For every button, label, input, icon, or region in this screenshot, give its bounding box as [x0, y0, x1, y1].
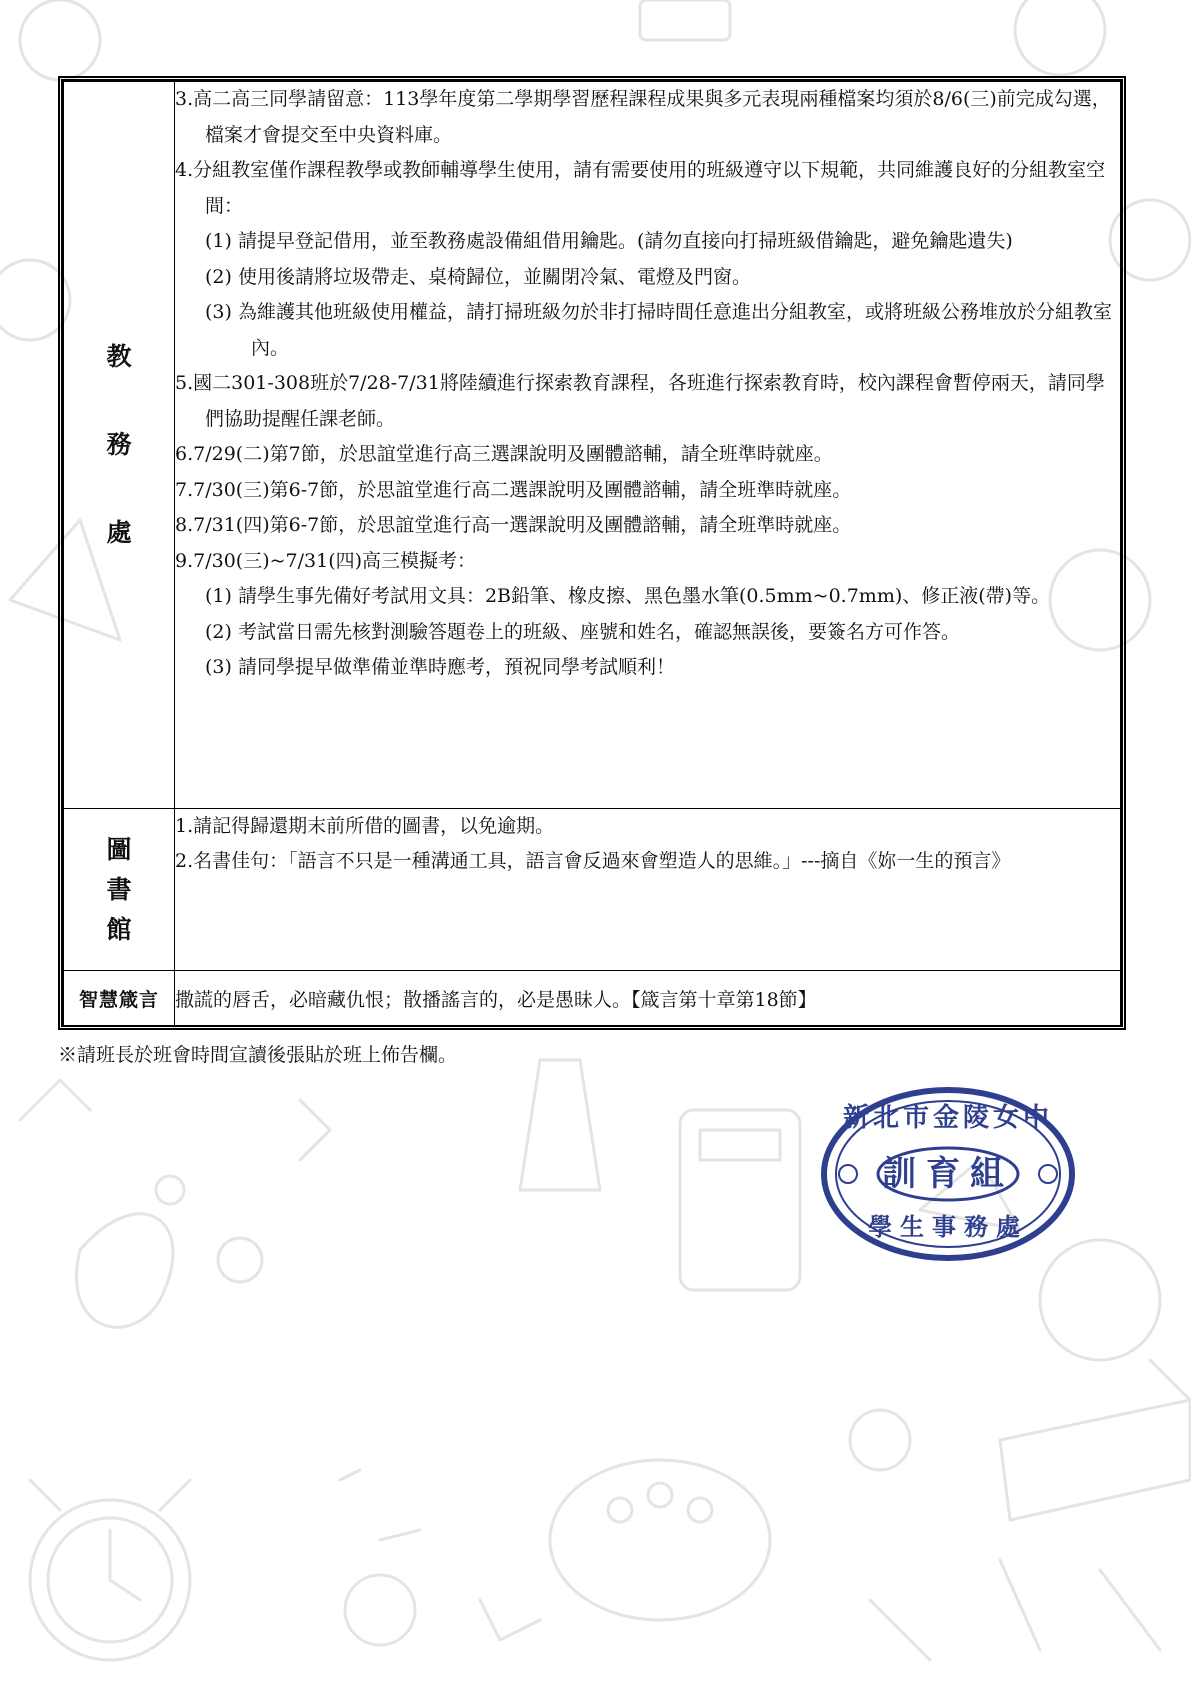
academic-affairs-label-cell — [64, 82, 175, 809]
announcement-table — [58, 76, 1126, 1030]
library-item: 2.名書佳句：「語言不只是一種溝通工具，語言會反過來會塑造人的思維。」---摘自《妳一生的預言》 — [175, 850, 1011, 872]
academic-affairs-label-char: 處 — [106, 518, 132, 547]
library-item: 1.請記得歸還期末前所借的圖書，以免逾期。 — [175, 815, 555, 837]
notice-item: 7.7/30(三)第6-7節，於思誼堂進行高二選課說明及團體諮輔，請全班準時就座。 — [175, 478, 852, 501]
notice-subitem: (2) 使用後請將垃圾帶走、桌椅歸位，並關閉冷氣、電燈及門窗。 — [205, 265, 751, 288]
notice-item: 5.國二301-308班於7/28-7/31將陸續進行探索教育課程，各班進行探索教育時，校內課程會暫停兩天，請同學們協助提醒任課老師。 — [175, 372, 1105, 430]
academic-affairs-content — [175, 82, 1121, 809]
seal-center-text: 訓育組 — [882, 1154, 1014, 1194]
library-label-char: 館 — [106, 914, 132, 944]
notice-item: 4.分組教室僅作課程教學或教師輔導學生使用，請有需要使用的班級遵守以下規範，共同維護良好的分組教室空間： — [175, 159, 1106, 217]
seal-top-text: 新北市金陵女中 — [842, 1103, 1054, 1133]
wisdom-quote: 撒謊的唇舌，必暗藏仇恨；散播謠言的，必是愚昧人。【箴言第十章第18節】 — [175, 971, 1121, 1026]
academic-affairs-label-char: 教 — [106, 342, 132, 371]
notice-item: 6.7/29(二)第7節，於思誼堂進行高三選課說明及團體諮輔，請全班準時就座。 — [175, 443, 833, 465]
library-content — [175, 809, 1121, 971]
notice-subitem: (3) 請同學提早做準備並準時應考，預祝同學考試順利！ — [205, 656, 675, 678]
notice-subitem: (1) 請學生事先備好考試用文具：2B鉛筆、橡皮擦、黑色墨水筆(0.5mm~0.7mm)、修正液(帶)等。 — [205, 585, 1051, 607]
notice-subitem: (1) 請提早登記借用，並至教務處設備組借用鑰匙。(請勿直接向打掃班級借鑰匙，避免鑰匙遺失) — [205, 230, 1013, 252]
notice-item: 3.高二高三同學請留意：113學年度第二學期學習歷程課程成果與多元表現兩種檔案均須於8/6(三)前完成勾選，檔案才會提交至中央資料庫。 — [175, 88, 1111, 146]
notice-subitem: (3) 為維護其他班級使用權益，請打掃班級勿於非打掃時間任意進出分組教室，或將班級公務堆放於分組教室內。 — [205, 301, 1112, 359]
notice-item: 9.7/30(三)~7/31(四)高三模擬考： — [175, 549, 477, 572]
library-label-char: 圖 — [106, 834, 132, 864]
library-label-cell — [64, 809, 175, 971]
academic-affairs-label-char: 務 — [106, 430, 132, 459]
wisdom-label: 智慧箴言 — [64, 971, 175, 1026]
footnote: ※請班長於班會時間宣讀後張貼於班上佈告欄。 — [58, 1044, 458, 1066]
seal-bottom-text: 學生事務處 — [868, 1212, 1028, 1241]
library-label-char: 書 — [106, 874, 132, 904]
school-seal-stamp — [818, 1082, 1078, 1262]
notice-subitem: (2) 考試當日需先核對測驗答題卷上的班級、座號和姓名，確認無誤後，要簽名方可作答。 — [205, 620, 960, 643]
notice-item: 8.7/31(四)第6-7節，於思誼堂進行高一選課說明及團體諮輔，請全班準時就座。 — [175, 514, 852, 536]
